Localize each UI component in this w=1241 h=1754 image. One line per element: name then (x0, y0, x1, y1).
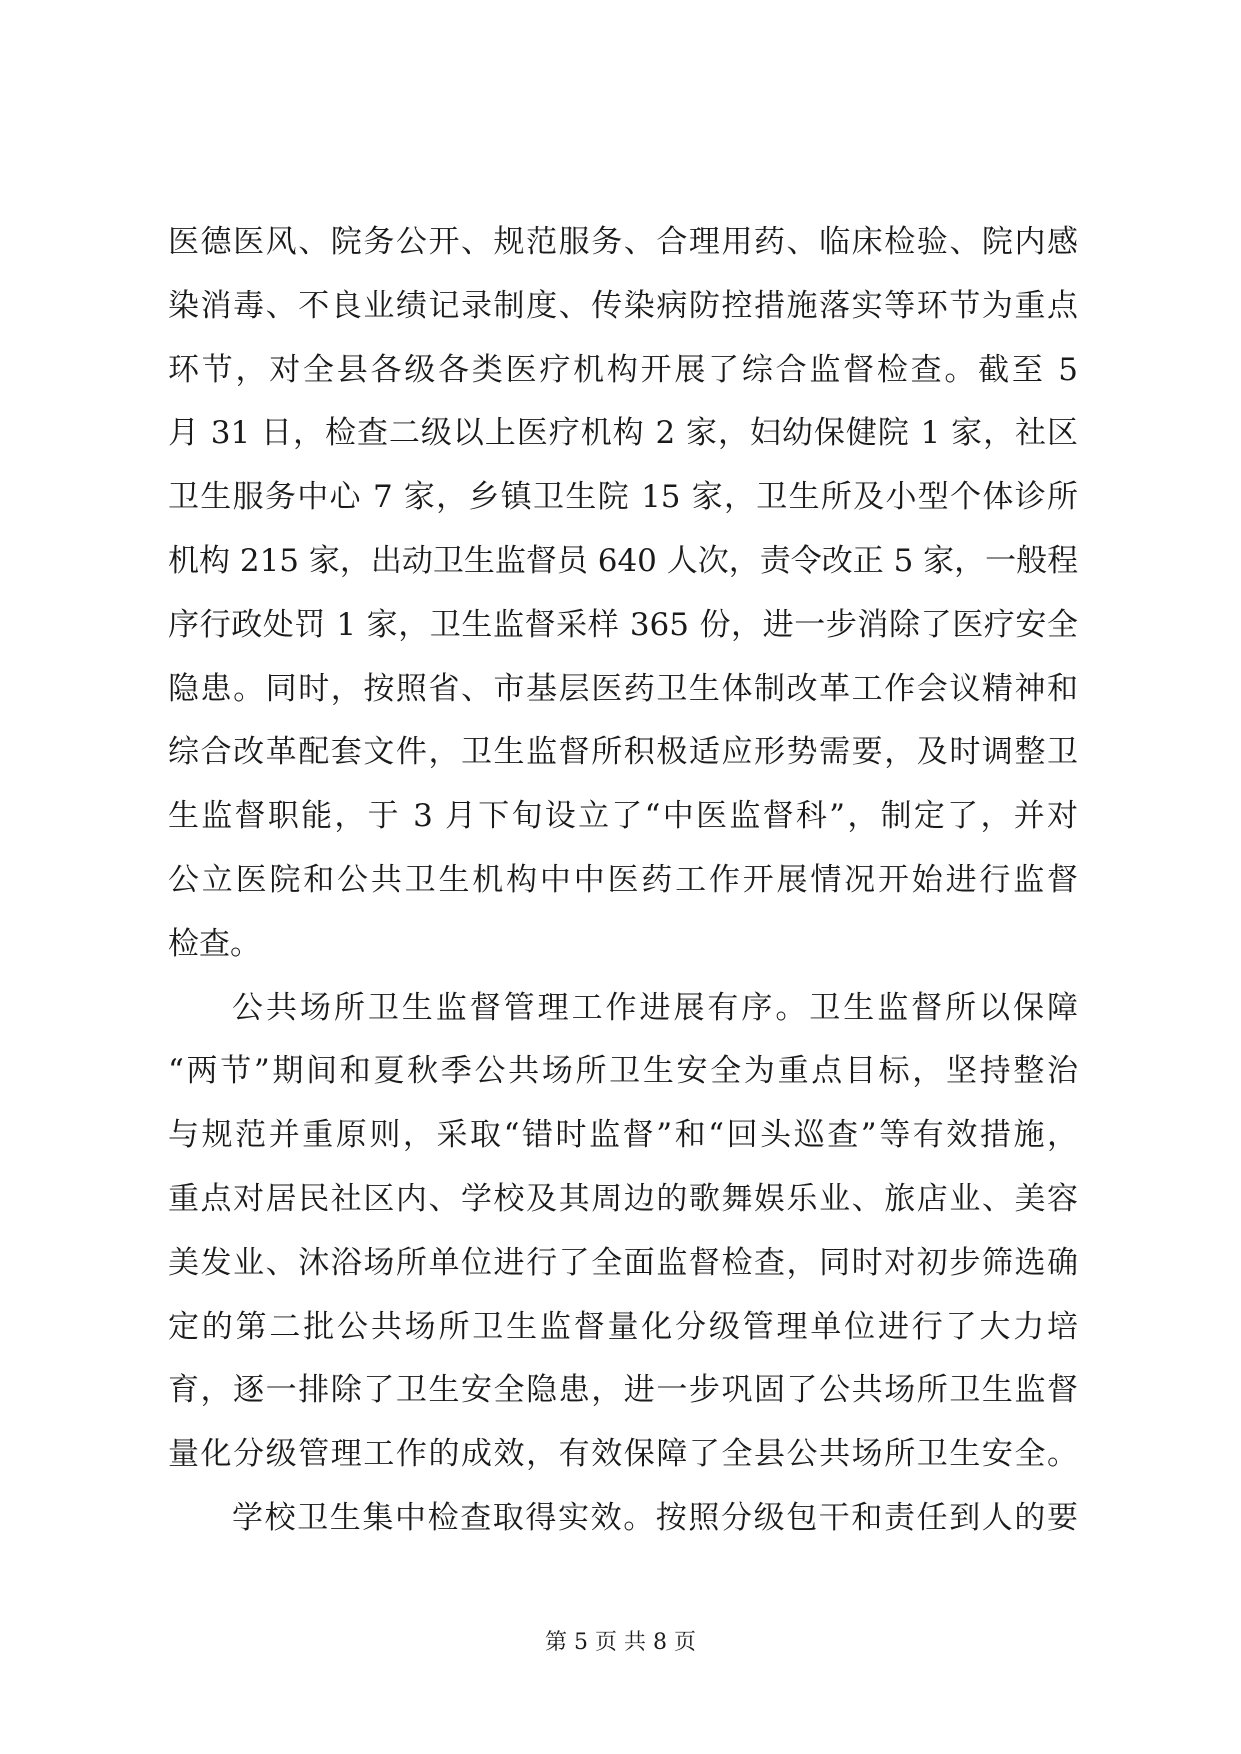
paragraph-2-line-6: 定的第二批公共场所卫生监督量化分级管理单位进行了大力培 (168, 1309, 1078, 1345)
paragraph-1-line-7: 序行政处罚 1 家，卫生监督采样 365 份，进一步消除了医疗安全 (168, 607, 1078, 643)
paragraph-2-line-3: 与规范并重原则，采取“错时监督”和“回头巡查”等有效措施， (168, 1117, 1078, 1153)
paragraph-1-line-12: 检查。 (168, 926, 261, 962)
paragraph-1-line-8: 隐患。同时，按照省、市基层医药卫生体制改革工作会议精神和 (168, 671, 1078, 707)
paragraph-1-line-4: 月 31 日，检查二级以上医疗机构 2 家，妇幼保健院 1 家，社区 (168, 415, 1078, 451)
paragraph-1-line-5: 卫生服务中心 7 家，乡镇卫生院 15 家，卫生所及小型个体诊所 (168, 479, 1078, 515)
paragraph-3-line-1: 学校卫生集中检查取得实效。按照分级包干和责任到人的要 (232, 1500, 1078, 1536)
page-number-footer: 第 5 页 共 8 页 (545, 1630, 696, 1655)
paragraph-1-line-11: 公立医院和公共卫生机构中中医药工作开展情况开始进行监督 (168, 862, 1078, 898)
paragraph-2-line-8: 量化分级管理工作的成效，有效保障了全县公共场所卫生安全。 (168, 1436, 1078, 1472)
paragraph-1-line-6: 机构 215 家，出动卫生监督员 640 人次，责令改正 5 家，一般程 (168, 543, 1079, 579)
paragraph-2-line-4: 重点对居民社区内、学校及其周边的歌舞娱乐业、旅店业、美容 (168, 1181, 1078, 1217)
paragraph-1-line-10: 生监督职能，于 3 月下旬设立了“中医监督科”，制定了，并对 (168, 798, 1078, 834)
paragraph-2-line-7: 育，逐一排除了卫生安全隐患，进一步巩固了公共场所卫生监督 (168, 1372, 1078, 1408)
paragraph-1-line-1: 医德医风、院务公开、规范服务、合理用药、临床检验、院内感 (168, 224, 1078, 260)
paragraph-1-line-9: 综合改革配套文件，卫生监督所积极适应形势需要，及时调整卫 (168, 734, 1078, 770)
paragraph-1-line-3: 环节，对全县各级各类医疗机构开展了综合监督检查。截至 5 (168, 352, 1078, 388)
paragraph-2-line-1: 公共场所卫生监督管理工作进展有序。卫生监督所以保障 (232, 990, 1078, 1026)
paragraph-2-line-2: “两节”期间和夏秋季公共场所卫生安全为重点目标，坚持整治 (168, 1053, 1078, 1089)
paragraph-1-line-2: 染消毒、不良业绩记录制度、传染病防控措施落实等环节为重点 (168, 288, 1078, 324)
paragraph-2-line-5: 美发业、沐浴场所单位进行了全面监督检查，同时对初步筛选确 (168, 1245, 1078, 1281)
